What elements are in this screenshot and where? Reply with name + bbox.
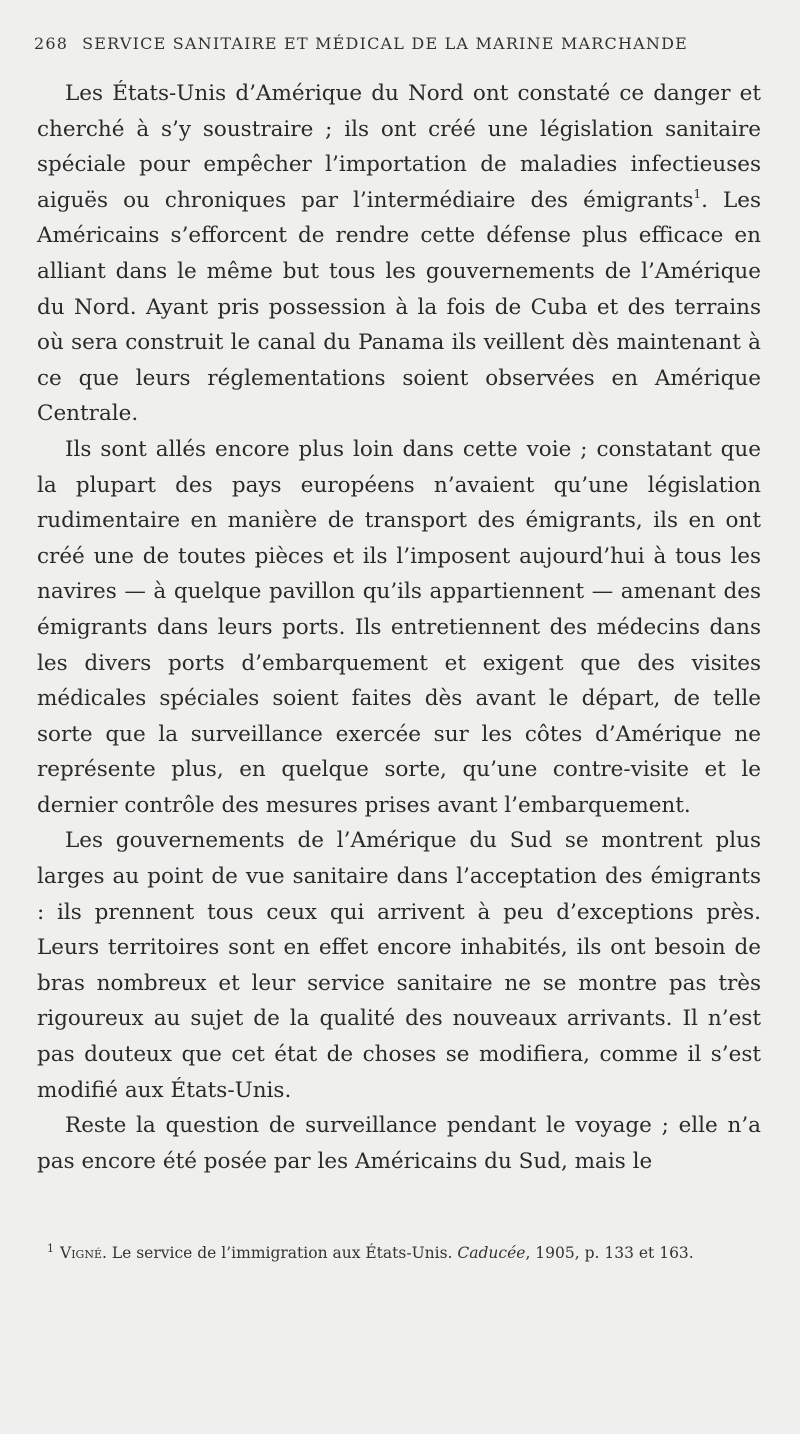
footnote-reference: 1 (693, 186, 702, 201)
footnote-author: Vigné (60, 1244, 102, 1262)
footnote (47, 1238, 763, 1264)
body-text (37, 76, 761, 1179)
paragraph-text: Les États-Unis d’Amérique du Nord ont constaté ce danger et cherché à s’y soustraire ; ils ont créé une législation sanitaire spéciale pour empêcher l’importation de maladies infectieuses aiguës ou chroniques par l’intermédiaire des émigrants (37, 81, 761, 213)
footnote-text: . Le service de l’immigration aux États-Unis. (101, 1244, 458, 1262)
footnote-ref: , 1905, p. 133 et 163. (525, 1244, 694, 1262)
page-number: 268 (34, 34, 69, 53)
paragraph-text: Les gouvernements de l’Amérique du Sud se montrent plus larges au point de vue sanitaire dans l’acceptation des émigrants : ils prennent tous ceux qui arrivent à peu d’exceptions près. Leurs territoires sont en effet encore inhabités, ils ont besoin de bras nombreux et leur service sanitaire ne se montre pas très rigoureux au sujet de la qualité des nouveaux arrivants. Il n’est pas douteux que cet état de choses se modifiera, comme il s’est modifié aux États-Unis. (37, 828, 761, 1103)
running-title: SERVICE SANITAIRE ET MÉDICAL DE LA MARINE MARCHANDE (82, 34, 688, 53)
running-header (34, 34, 774, 53)
paragraph-1 (37, 76, 761, 432)
paragraph-3 (37, 823, 761, 1108)
paragraph-text: Ils sont allés encore plus loin dans cette voie ; constatant que la plupart des pays européens n’avaient qu’une législation rudimentaire en manière de transport des émigrants, ils en ont créé une de toutes pièces et ils l’imposent aujourd’hui à tous les navires — à quelque pavillon qu’ils appartiennent — amenant des émigrants dans leurs ports. Ils entretiennent des médecins dans les divers ports d’embarquement et exigent que des visites médicales spéciales soient faites dès avant le départ, de telle sorte que la surveillance exercée sur les côtes d’Amérique ne représente plus, en quelque sorte, qu’une contre-visite et le dernier contrôle des mesures prises avant l’embarquement. (37, 436, 761, 818)
footnote-number: 1 (47, 1242, 54, 1255)
paragraph-4 (37, 1108, 761, 1179)
footnote-journal: Caducée (457, 1244, 526, 1262)
paragraph-2 (37, 432, 761, 824)
paragraph-text: Reste la question de surveillance pendant le voyage ; elle n’a pas encore été posée par les Américains du Sud, mais le (37, 1113, 761, 1174)
paragraph-text: . Les Américains s’efforcent de rendre cette défense plus efficace en alliant dans le même but tous les gouvernements de l’Amérique du Nord. Ayant pris possession à la fois de Cuba et des terrains où sera construit le canal du Panama ils veillent dès maintenant à ce que leurs réglementations soient observées en Amérique Centrale. (37, 187, 762, 427)
